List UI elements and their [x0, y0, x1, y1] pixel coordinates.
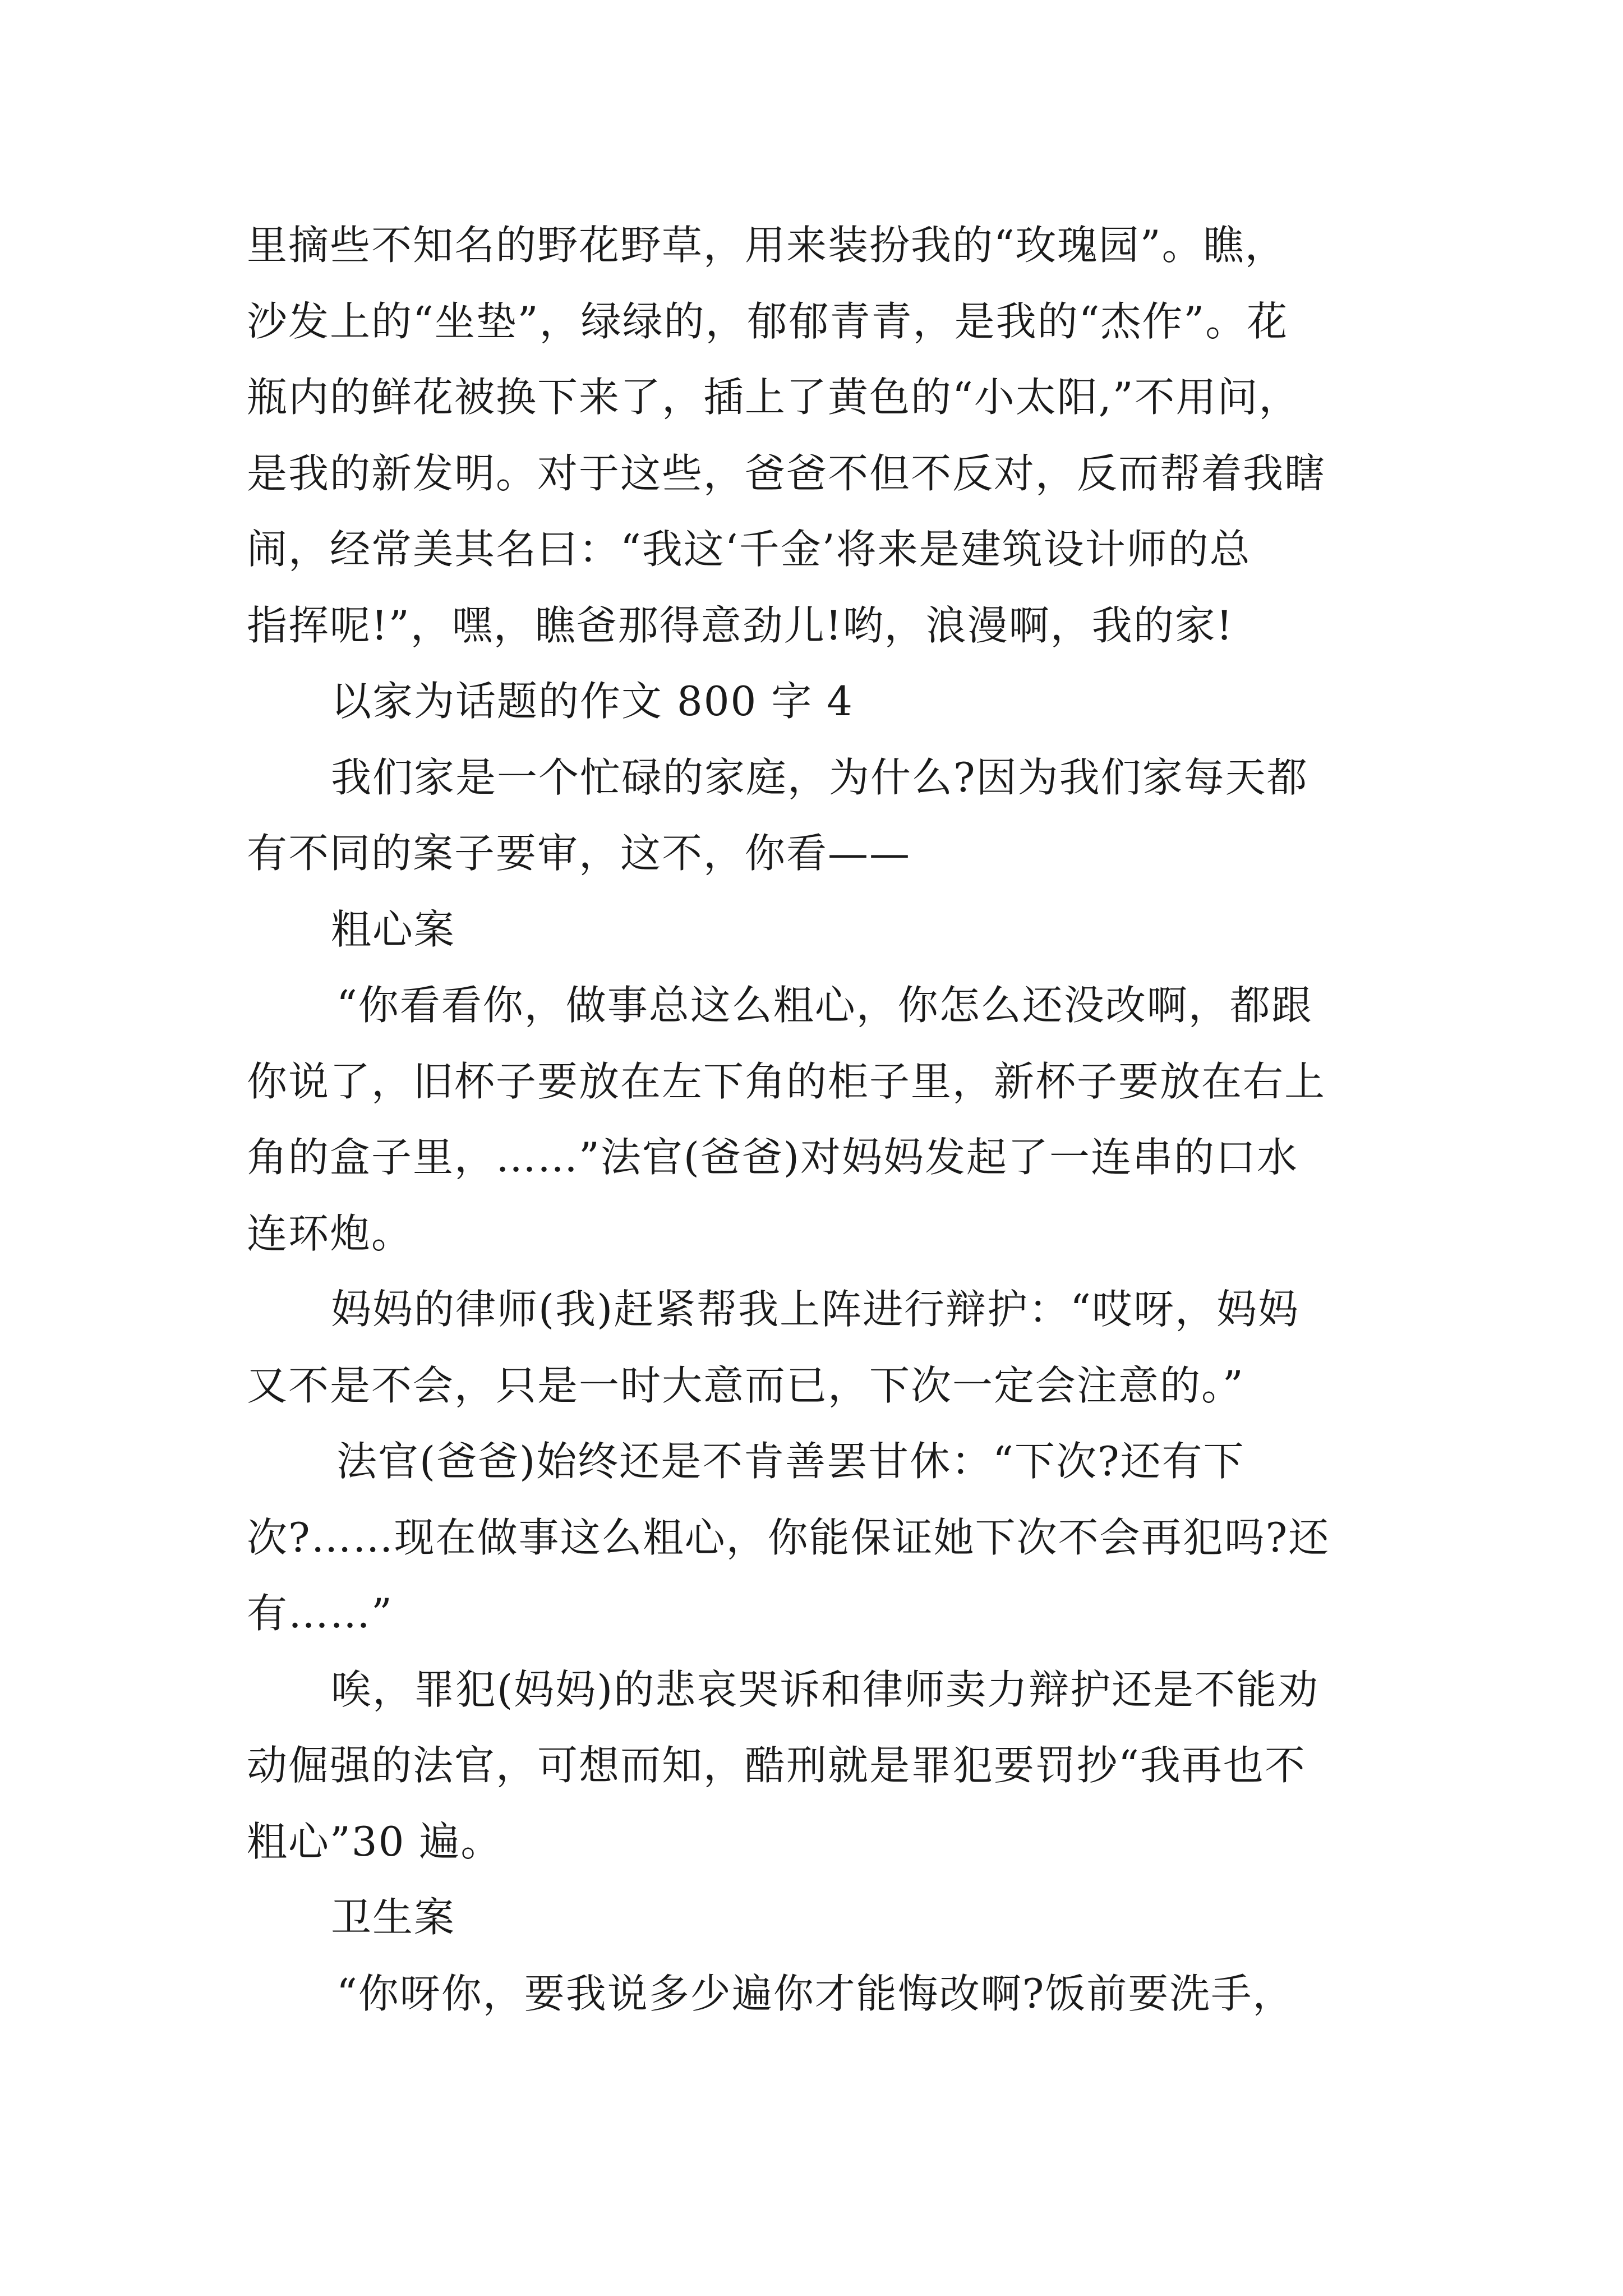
essay-body	[247, 208, 1391, 2032]
case-heading: 卫生案	[331, 1894, 456, 1941]
text-line: 又不是不会，只是一时大意而已，下次一定会注意的。”	[247, 1361, 1244, 1409]
text-line: 指挥呢!”，嘿，瞧爸那得意劲儿!哟，浪漫啊，我的家!	[247, 601, 1234, 649]
text-line: 连环炮。	[247, 1209, 413, 1257]
text-line: 有……”	[247, 1590, 393, 1637]
text-line: 瓶内的鲜花被换下来了，插上了黄色的“小太阳,”不用问，	[247, 374, 1301, 421]
text-line: 有不同的案子要审，这不，你看——	[247, 830, 911, 877]
text-line: “你看看你，做事总这么粗心，你怎么还没改啊，都跟	[336, 982, 1313, 1029]
text-line: 角的盒子里，……”法官(爸爸)对妈妈发起了一连串的口水	[247, 1134, 1298, 1181]
case-heading: 粗心案	[331, 905, 456, 953]
text-line: “你呀你，要我说多少遍你才能悔改啊?饭前要洗手，	[336, 1970, 1294, 2017]
text-line: 法官(爸爸)始终还是不肯善罢甘休：“下次?还有下	[336, 1438, 1245, 1485]
text-line: 你说了，旧杯子要放在左下角的柜子里，新杯子要放在右上	[247, 1057, 1326, 1105]
text-line: 闹，经常美其名曰：“我这‘千金’将来是建筑设计师的总	[247, 526, 1251, 573]
text-line: 唉，罪犯(妈妈)的悲哀哭诉和律师卖力辩护还是不能劝	[331, 1665, 1320, 1713]
text-line: 动倔强的法官，可想而知，酷刑就是罪犯要罚抄“我再也不	[247, 1742, 1306, 1789]
text-line: 粗心”30 遍。	[247, 1818, 502, 1865]
section-heading: 以家为话题的作文 800 字 4	[331, 678, 854, 725]
text-line: 妈妈的律师(我)赶紧帮我上阵进行辩护：“哎呀，妈妈	[331, 1286, 1299, 1333]
text-line: 里摘些不知名的野花野草，用来装扮我的“玫瑰园”。瞧，	[247, 222, 1287, 269]
text-line: 沙发上的“坐垫”，绿绿的，郁郁青青，是我的“杰作”。花	[247, 297, 1289, 345]
text-line: 次?……现在做事这么粗心，你能保证她下次不会再犯吗?还	[247, 1513, 1330, 1561]
text-line: 是我的新发明。对于这些，爸爸不但不反对，反而帮着我瞎	[247, 449, 1326, 497]
text-line: 我们家是一个忙碌的家庭，为什么?因为我们家每天都	[331, 753, 1308, 801]
